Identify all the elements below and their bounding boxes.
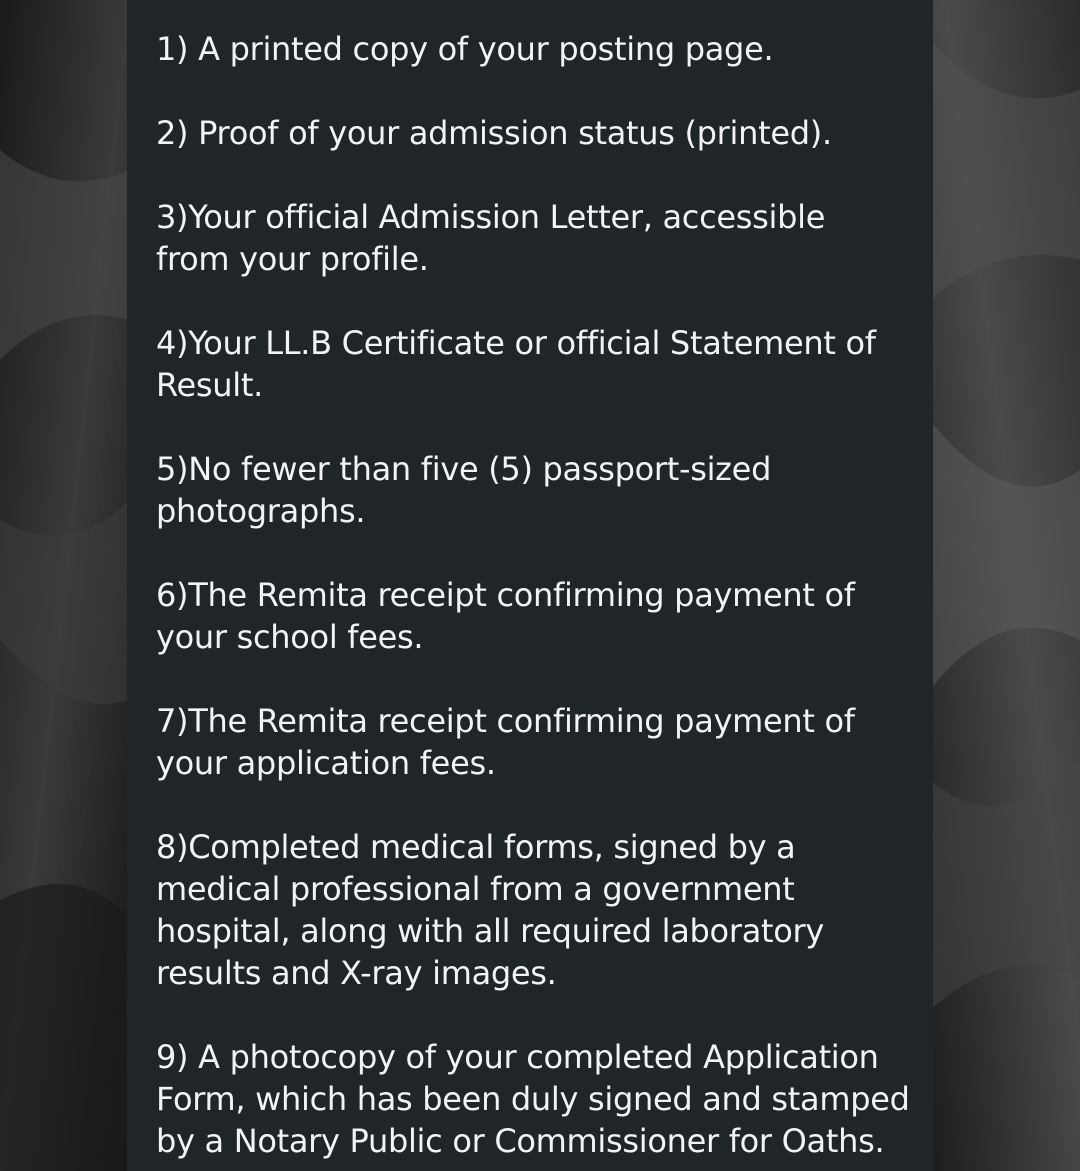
requirement-item-1: 1) A printed copy of your posting page. (156, 30, 774, 68)
requirement-item-8: 8)Completed medical forms, signed by a medical professional from a government hospital, along with all required laboratory results and X-ray images. (156, 828, 825, 992)
requirement-item-6: 6)The Remita receipt confirming payment of your school fees. (156, 576, 855, 656)
requirement-item-9: 9) A photocopy of your completed Application Form, which has been duly signed and stamped by a Notary Public or Commissioner for Oaths. (156, 1038, 910, 1160)
requirement-item-4: 4)Your LL.B Certificate or official Statement of Result. (156, 324, 876, 404)
requirement-item-7: 7)The Remita receipt confirming payment of your application fees. (156, 702, 855, 782)
requirement-item-3: 3)Your official Admission Letter, accessible from your profile. (156, 198, 826, 278)
message-bubble (127, 0, 933, 1171)
requirement-item-5: 5)No fewer than five (5) passport-sized photographs. (156, 450, 772, 530)
requirements-list (156, 28, 933, 1162)
requirement-item-2: 2) Proof of your admission status (printed). (156, 114, 832, 152)
